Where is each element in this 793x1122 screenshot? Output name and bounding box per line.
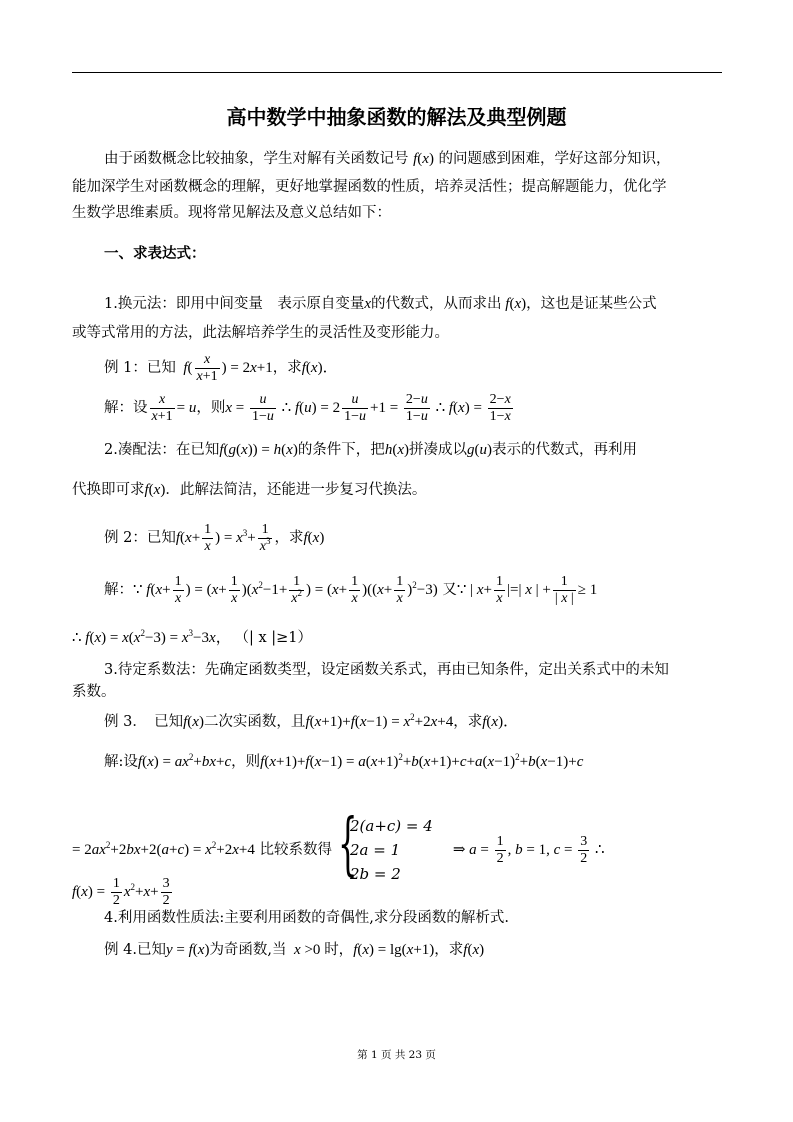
method1-line-1: 1.换元法：即用中间变量 表示原自变量x的代数式，从而求出 f(x)，这也是证某些公式 [104, 296, 657, 312]
equation-system: { 2(a+c) = 4 2a = 1 2b = 2 [338, 805, 433, 884]
method3-line-1: 3.待定系数法：先确定函数类型，设定函数关系式，再由已知条件，定出关系式中的未知 [104, 662, 669, 678]
intro-line-1: 由于函数概念比较抽象，学生对解有关函数记号 f(x) 的问题感到困难，学好这部分知识， [104, 151, 671, 167]
page-title: 高中数学中抽象函数的解法及典型例题 [226, 105, 567, 129]
solution-2: 解：∵ f(x+ $\frac{1}{x}$ ) = (x+ $\frac{1}{x}$ )($x^2-1+$ $\frac{1}{x^2}$ ) = (x+ $\frac{1}{x}$ )((x+ $\frac{1}{x}$ )$^2$−3) 又∵ | x+ $\frac{1}{x}$ |=| x | + $\frac{1}{| x |}$ ≥ 1 [104, 574, 598, 606]
solution-3: 解:设$f(x) = ax^2+bx+c$，则$f(x+1)+f(x-1) = a(x+1)^2+b(x+1)+c+a(x-1)^2+b(x-1)+c$ [104, 752, 584, 770]
intro-line-2: 能加深学生对函数概念的理解，更好地掌握函数的性质，培养灵活性；提高解题能力，优化学 [72, 179, 667, 195]
example-4: 例 4.已知y = f(x)为奇函数,当 x >0 时，f(x) = lg(x+1)，求f(x) [104, 942, 485, 958]
solution-2-result: ∴ $f(x) = x(x^2-3) = x^3-3x$， （| x |≥1） [72, 628, 312, 646]
intro-line-3: 生数学思维素质。现将常见解法及意义总结如下： [72, 205, 391, 221]
header-rule [72, 72, 722, 73]
solution-3-result: f(x) = $\frac{1}{2}$ $x^2+x+$ $\frac{3}{2}$ [72, 876, 170, 908]
method1-line-2: 或等式常用的方法，此法解培养学生的灵活性及变形能力。 [72, 325, 449, 341]
section-heading: 一、求表达式： [104, 245, 206, 262]
example-3: 例 3． 已知f(x)二次实函数，且$f(x+1)+f(x-1) = x^2+2x+4$，求f(x)． [104, 712, 519, 730]
method2-line-1: 2.凑配法：在已知f(g(x)) = h(x)的条件下，把h(x)拼凑成以g(u)表示的代数式，再利用 [104, 442, 637, 458]
solution-3-cont: = $2ax^2+2bx+2(a+c) = x^2+2x+4$ 比较系数得 { 2(a+c) = 4 2a = 1 2b = 2 ⇒ a = $\frac{1}{2}$ , b = 1, c = $\frac{3}{2}$ ∴ [72, 805, 605, 884]
method3-line-2: 系数。 [72, 684, 116, 700]
solution-1: 解：设 $\frac{x}{x+1}$ = u，则x = $\frac{u}{1-u}$ ∴ f(u) = 2 $\frac{u}{1-u}$ +1 = $\frac{2-u}{1-u}$ ∴ f(x) = $\frac{2-x}{1-x}$ [104, 392, 511, 424]
page-footer: 第 1 页 共 23 页 [357, 1049, 436, 1061]
method4-line-1: 4.利用函数性质法:主要利用函数的奇偶性,求分段函数的解析式. [104, 910, 509, 926]
example-2: 例 2：已知f(x+ $\frac{1}{x}$ ) = $x^3+$ $\frac{1}{x^3}$ ，求f(x) [104, 522, 325, 554]
method2-line-2: 代换即可求f(x)．此解法简洁，还能进一步复习代换法。 [72, 482, 427, 498]
example-1: 例 1：已知 f( $\frac{x}{x+1}$ ) = 2x+1，求f(x)． [104, 352, 338, 384]
